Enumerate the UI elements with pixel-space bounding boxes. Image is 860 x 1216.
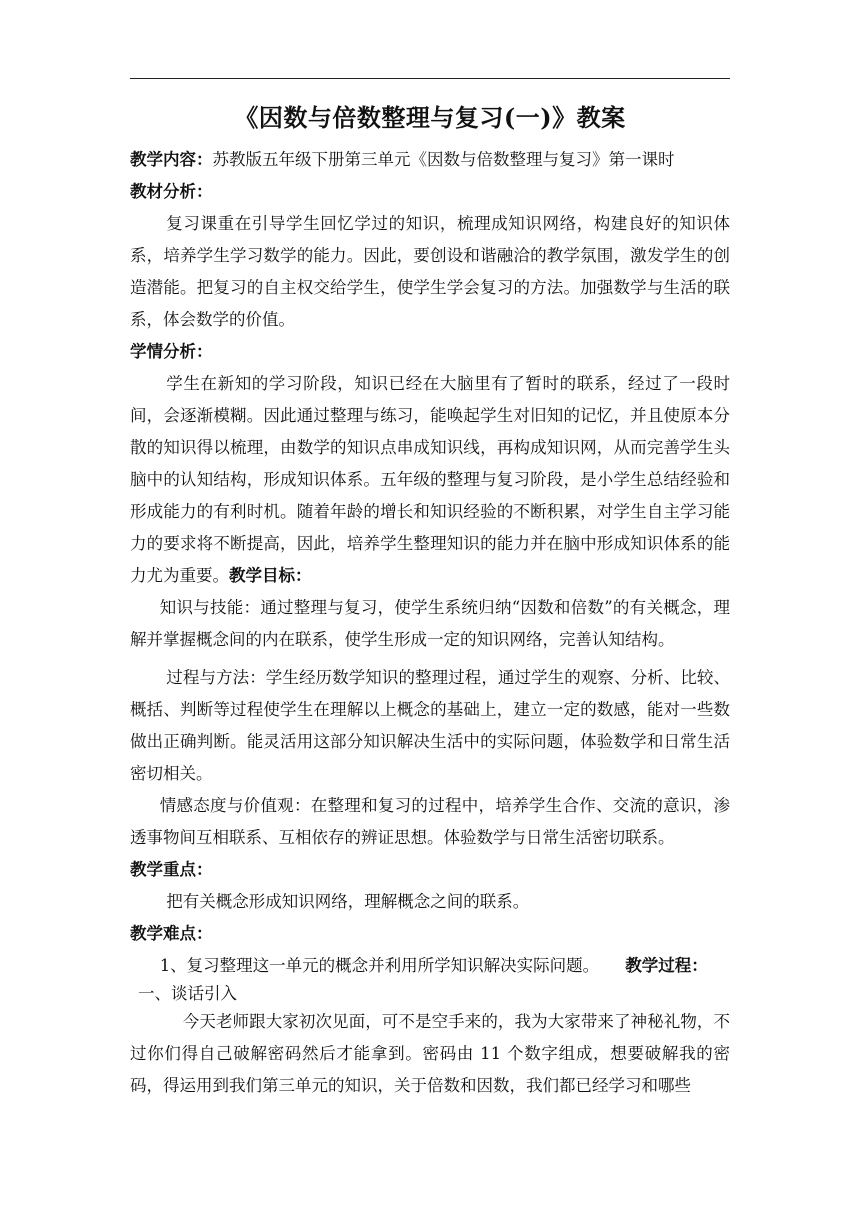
teaching-difficulty-text: 1、复习整理这一单元的概念并利用所学知识解决实际问题。 — [159, 956, 600, 975]
teaching-content — [130, 144, 730, 176]
teaching-key-label: 教学重点： — [130, 860, 213, 879]
teaching-content-label: 教学内容： — [130, 150, 213, 169]
document-body — [130, 96, 730, 1102]
teaching-goals-label: 教学目标： — [229, 566, 312, 585]
intro-paragraph: 今天老师跟大家初次见面，可不是空手来的，我为大家带来了神秘礼物，不过你们得自己破解密码然后才能拿到。密码由 11 个数字组成，想要破解我的密码，得运用到我们第三单元的知识，关于倍数和因数，我们都已经学习和哪些 — [130, 1012, 730, 1095]
textbook-analysis-label: 教材分析： — [130, 182, 213, 201]
section-heading-intro: 一、谈话引入 — [138, 984, 237, 1003]
teaching-key-text: 把有关概念形成知识网络，理解概念之间的联系。 — [166, 892, 530, 911]
student-analysis-label: 学情分析： — [130, 342, 213, 361]
teaching-difficulty-row — [130, 950, 730, 982]
teaching-process-label: 教学过程： — [625, 956, 708, 975]
document-title: 《因数与倍数整理与复习(一)》教案 — [234, 103, 626, 132]
student-analysis-paragraph — [130, 368, 730, 592]
teaching-difficulty-label: 教学难点： — [130, 924, 213, 943]
goal-knowledge-skills: 知识与技能：通过整理与复习，使学生系统归纳“因数和倍数”的有关概念，理解并掌握概念间的内在联系，使学生形成一定的知识网络，完善认知结构。 — [130, 598, 730, 649]
goal-process-methods: 过程与方法：学生经历数学知识的整理过程，通过学生的观察、分析、比较、概括、判断等过程使学生在理解以上概念的基础上，建立一定的数感，能对一些数做出正确判断。能灵活用这部分知识解决生活中的实际问题，体验数学和日常生活密切相关。 — [130, 668, 730, 783]
student-analysis-text: 学生在新知的学习阶段，知识已经在大脑里有了暂时的联系，经过了一段时间，会逐渐模糊。因此通过整理与练习，能唤起学生对旧知的记忆，并且使原本分散的知识得以梳理，由数学的知识点串成知识线，再构成知识网，从而完善学生头脑中的认知结构，形成知识体系。五年级的整理与复习阶段，是小学生总结经验和形成能力的有利时机。随着年龄的增长和知识经验的不断积累，对学生自主学习能力的要求将不断提高，因此，培养学生整理知识的能力并在脑中形成知识体系的能力尤为重要。 — [130, 374, 730, 585]
textbook-analysis-text: 复习课重在引导学生回忆学过的知识，梳理成知识网络，构建良好的知识体系，培养学生学习数学的能力。因此，要创设和谐融洽的教学氛围，激发学生的创造潜能。把复习的自主权交给学生，使学生学会复习的方法。加强数学与生活的联系，体会数学的价值。 — [130, 214, 730, 329]
header-rule — [130, 78, 730, 79]
teaching-content-text: 苏教版五年级下册第三单元《因数与倍数整理与复习》第一课时 — [212, 150, 675, 169]
goal-emotion-values: 情感态度与价值观：在整理和复习的过程中，培养学生合作、交流的意识，渗透事物间互相联系、互相依存的辨证思想。体验数学与日常生活密切联系。 — [130, 796, 730, 847]
